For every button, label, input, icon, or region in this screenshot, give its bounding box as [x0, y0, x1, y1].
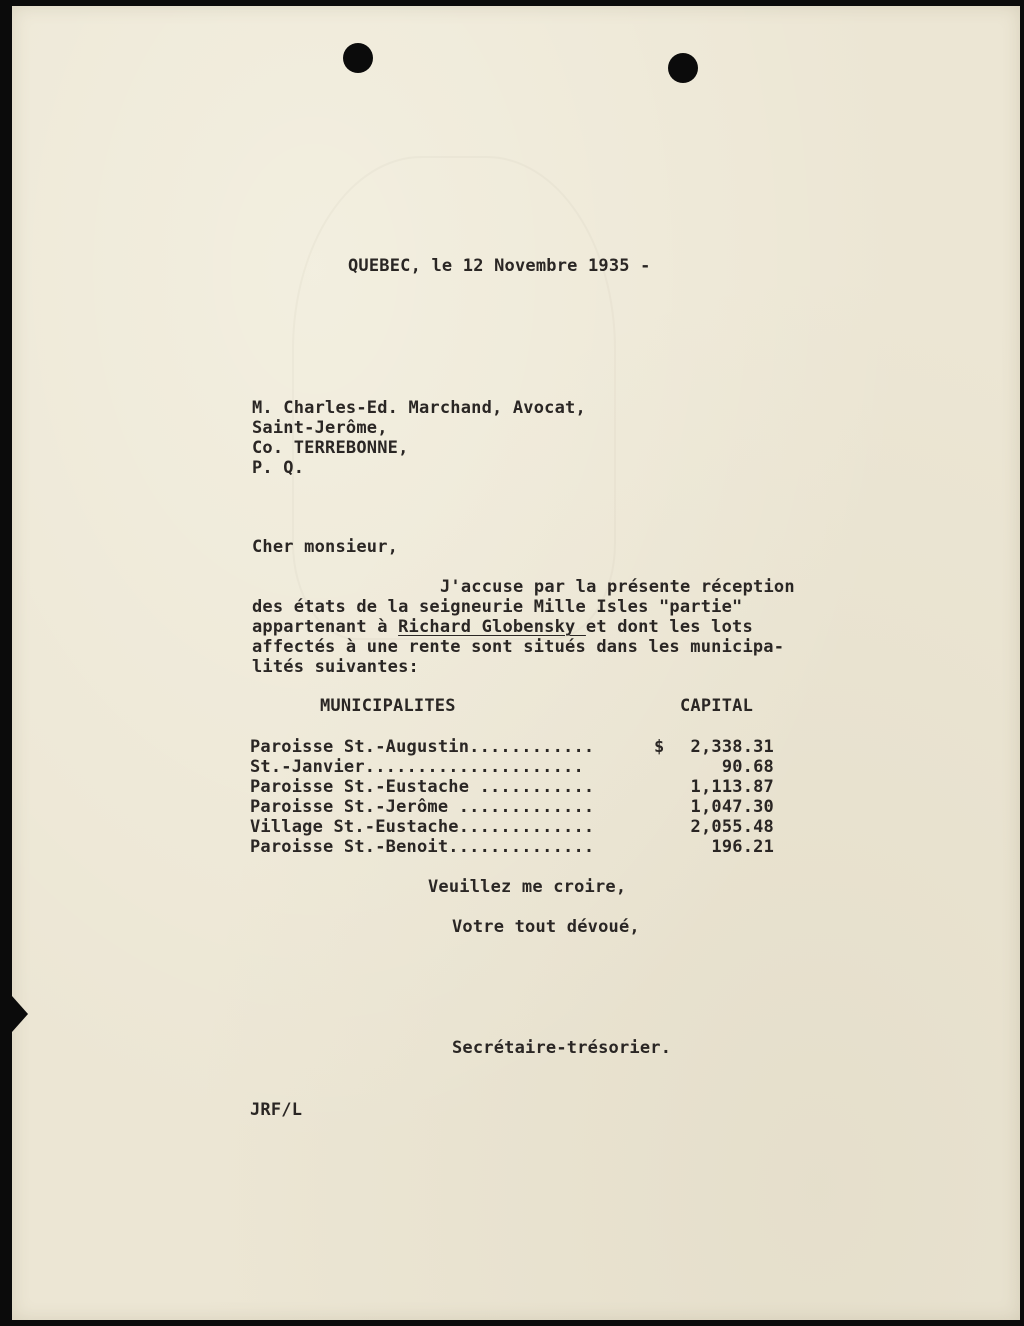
- body-line-3: [252, 617, 753, 637]
- body-line-5: lités suivantes:: [252, 657, 419, 677]
- municipality-name: Paroisse St.-Augustin............: [250, 737, 595, 757]
- closing-line-1: Veuillez me croire,: [428, 877, 627, 897]
- dateline: QUEBEC, le 12 Novembre 1935 -: [348, 256, 651, 276]
- address-line-4: P. Q.: [252, 458, 305, 478]
- address-line-2: Saint-Jerôme,: [252, 418, 388, 438]
- typist-initials: JRF/L: [250, 1100, 303, 1120]
- table-row: [250, 757, 774, 777]
- municipality-name: Paroisse St.-Benoit..............: [250, 837, 595, 857]
- column-header-municipalites: MUNICIPALITES: [320, 696, 456, 716]
- address-line-1: M. Charles-Ed. Marchand, Avocat,: [252, 398, 586, 418]
- body-line-3-start: appartenant à: [252, 617, 399, 637]
- capital-amount: 90.68: [721, 757, 774, 777]
- salutation: Cher monsieur,: [252, 537, 399, 557]
- capital-amount: 1,113.87: [690, 777, 774, 797]
- signature-title: Secrétaire-trésorier.: [452, 1038, 672, 1058]
- body-line-2: des états de la seigneurie Mille Isles "partie": [252, 597, 743, 617]
- underlined-owner-name: Richard Globensky: [398, 617, 586, 637]
- table-row: [250, 797, 774, 817]
- address-line-3: Co. TERREBONNE,: [252, 438, 409, 458]
- municipality-name: St.-Janvier.....................: [250, 757, 584, 777]
- body-line-1: J'accuse par la présente réception: [440, 577, 795, 597]
- capital-amount: 2,338.31: [690, 737, 774, 757]
- municipality-name: Village St.-Eustache.............: [250, 817, 595, 837]
- municipality-name: Paroisse St.-Eustache ...........: [250, 777, 595, 797]
- table-row: [250, 777, 774, 797]
- capital-amount: 2,055.48: [690, 817, 774, 837]
- column-header-capital: CAPITAL: [680, 696, 754, 716]
- currency-symbol: $: [654, 737, 665, 757]
- punch-hole-right: [668, 53, 698, 83]
- municipality-name: Paroisse St.-Jerôme .............: [250, 797, 595, 817]
- table-row: [250, 817, 774, 837]
- torn-edge-notch: [12, 996, 28, 1032]
- table-row: [250, 837, 774, 857]
- punch-hole-left: [343, 43, 373, 73]
- letter-page: [12, 6, 1020, 1320]
- capital-amount: 196.21: [711, 837, 774, 857]
- body-line-4: affectés à une rente sont situés dans les municipa-: [252, 637, 785, 657]
- body-line-3-end: et dont les lots: [585, 617, 753, 637]
- closing-line-2: Votre tout dévoué,: [452, 917, 640, 937]
- capital-amount: 1,047.30: [690, 797, 774, 817]
- table-row: [250, 737, 774, 757]
